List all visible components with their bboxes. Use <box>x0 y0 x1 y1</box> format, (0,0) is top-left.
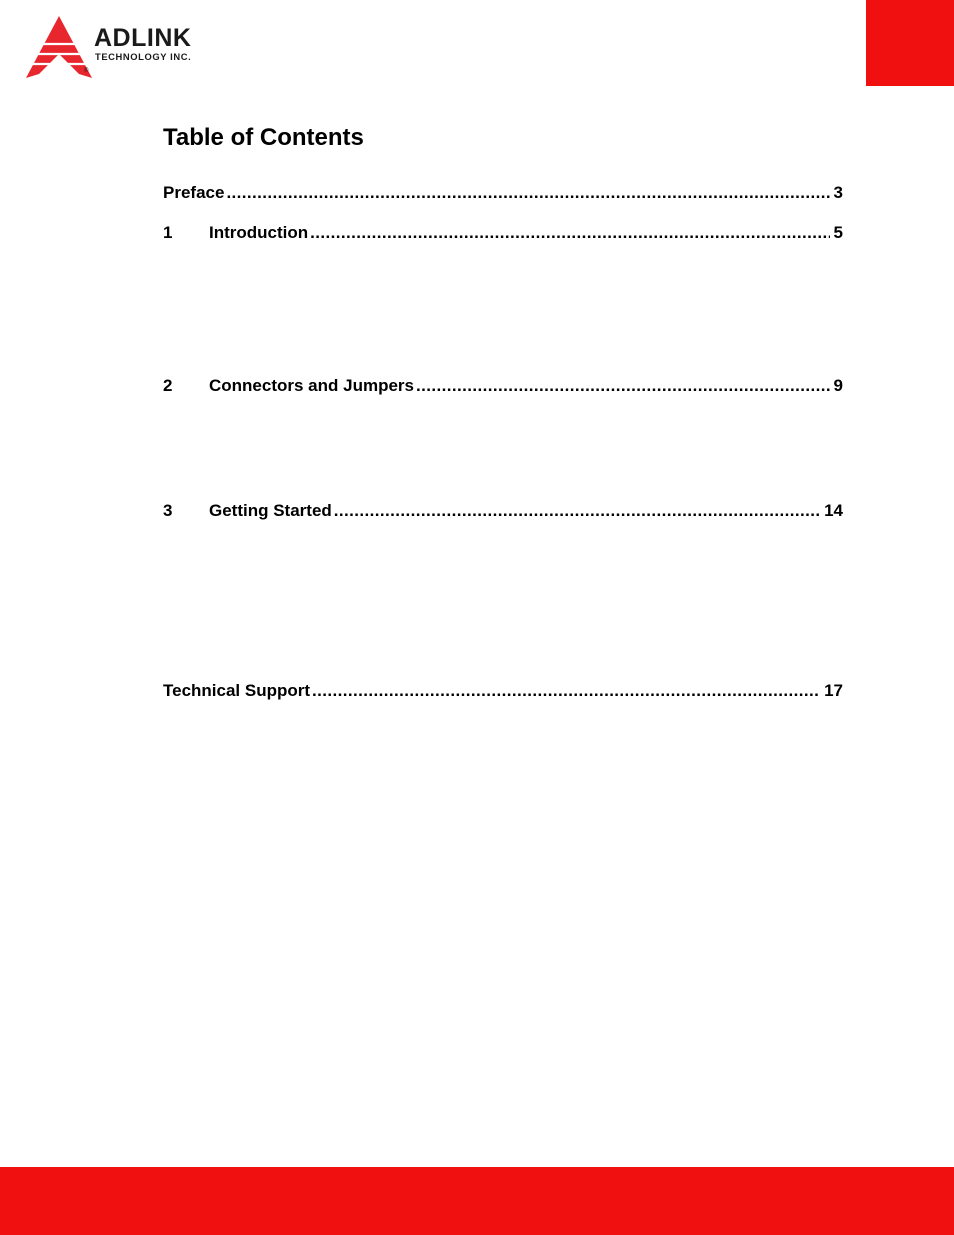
toc-entry-text: Introduction <box>209 223 309 242</box>
toc-entry-number: 3 <box>163 501 173 520</box>
toc-entry-connectors-and-jumpers[interactable] <box>163 375 843 397</box>
toc-leader-dots <box>312 680 820 702</box>
toc-entry-page: 9 <box>833 376 843 395</box>
page-title: Table of Contents <box>163 124 364 151</box>
toc-entry-text: Getting Started <box>209 501 332 520</box>
logo-wordmark: ADLINK <box>94 24 192 52</box>
toc-entry-text: Technical Support <box>163 681 311 700</box>
toc-entry-page: 5 <box>833 223 843 242</box>
toc-leader-dots <box>310 222 829 244</box>
logo-registered-mark: ® <box>84 68 89 74</box>
toc-entry-text: Preface <box>163 183 225 202</box>
toc-entry-text: Connectors and Jumpers <box>209 376 414 395</box>
toc-entry-number: 1 <box>163 223 173 242</box>
corner-tab <box>866 0 954 86</box>
toc-entry-number: 2 <box>163 376 173 395</box>
logo-subtitle: TECHNOLOGY INC. <box>95 51 192 62</box>
adlink-logo <box>26 14 236 82</box>
toc-entry-page: 3 <box>833 183 843 202</box>
toc-leader-dots <box>334 500 820 522</box>
toc-entry-technical-support[interactable] <box>163 680 843 702</box>
toc-entry-page: 17 <box>824 681 843 700</box>
toc-leader-dots <box>226 182 829 204</box>
toc-entry-introduction[interactable] <box>163 222 843 244</box>
toc-leader-dots <box>416 375 830 397</box>
footer-band <box>0 1167 954 1235</box>
adlink-logo-icon <box>26 14 92 82</box>
toc-entry-page: 14 <box>824 501 843 520</box>
toc-entry-preface[interactable] <box>163 182 843 204</box>
toc-entry-getting-started[interactable] <box>163 500 843 522</box>
